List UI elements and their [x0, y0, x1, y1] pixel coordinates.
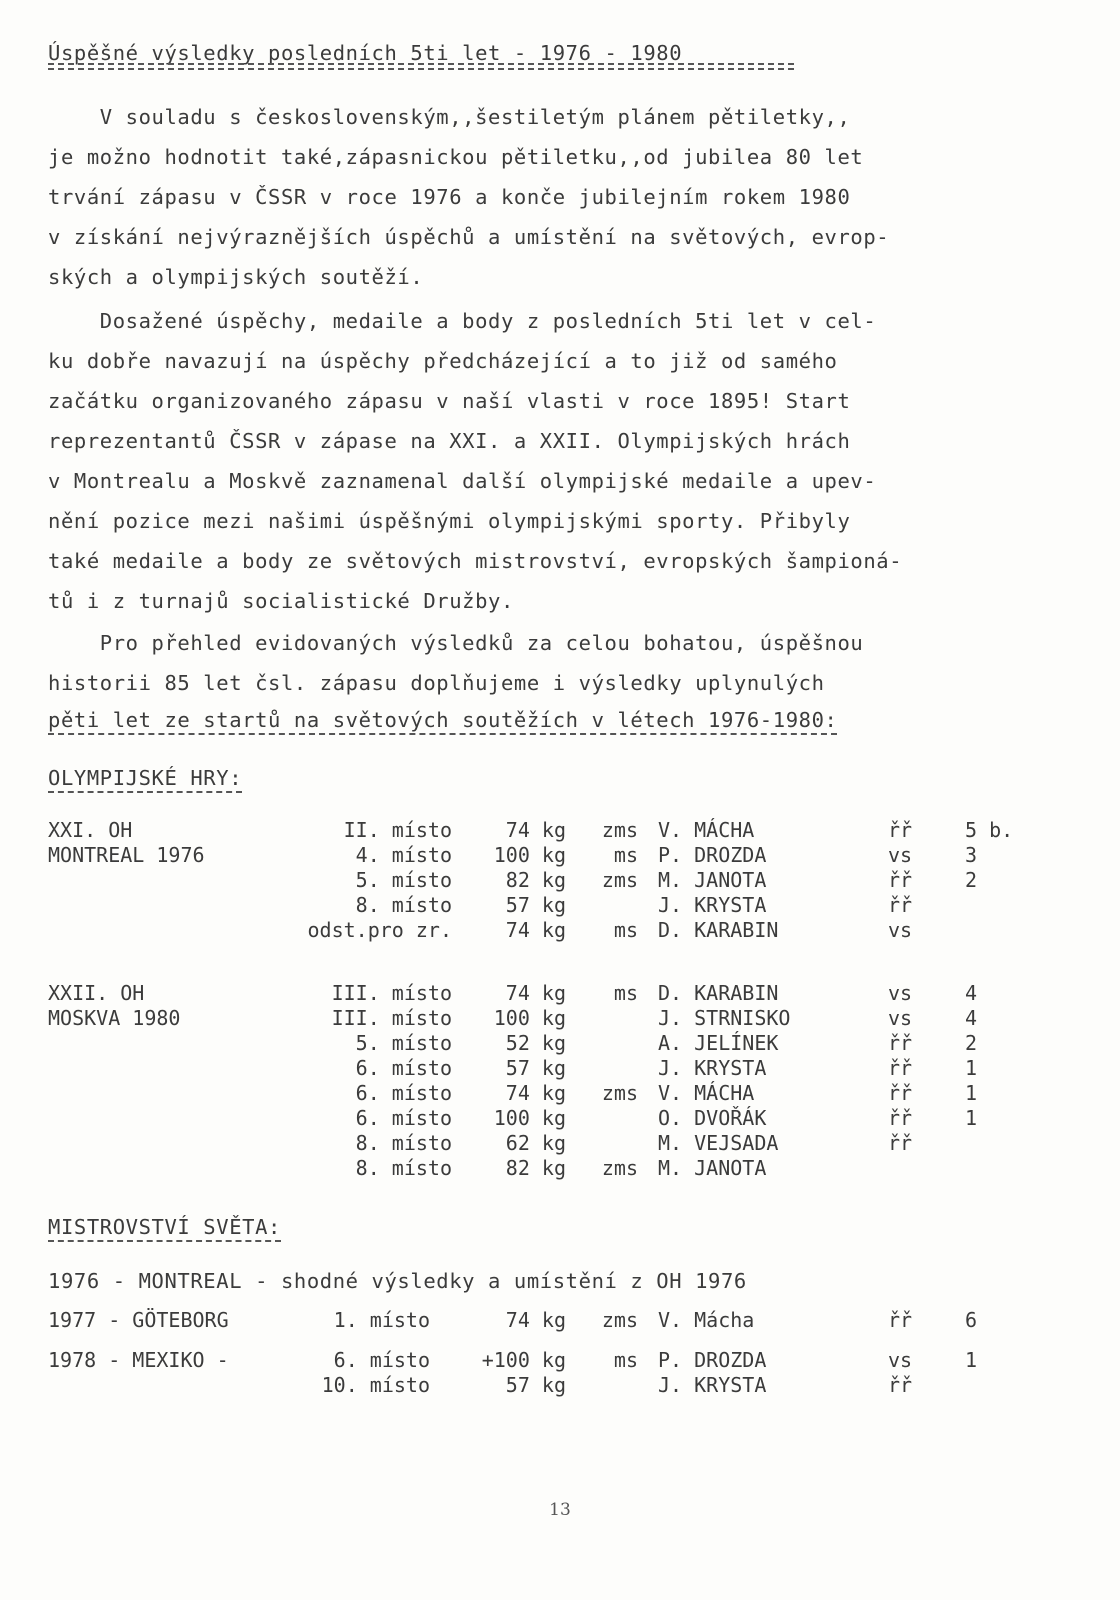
- weight-class: 57 kg: [505, 1056, 566, 1080]
- sport-title: ms: [613, 918, 638, 942]
- athlete-name: P. DROZDA: [658, 1348, 767, 1372]
- text-line: trvání zápasu v ČSSR v roce 1976 a konče jubilejním rokem 1980: [48, 185, 851, 209]
- club-code: řř: [888, 1106, 913, 1130]
- athlete-name: A. JELÍNEK: [658, 1031, 779, 1055]
- event-name: 1978 - MEXIKO -: [48, 1348, 229, 1372]
- club-code: řř: [888, 1131, 913, 1155]
- points: 1: [965, 1081, 978, 1105]
- points: 5 b.: [965, 818, 1014, 842]
- result-row: [0, 1308, 1120, 1333]
- athlete-name: V. MÁCHA: [658, 818, 755, 842]
- weight-class: 74 kg: [505, 981, 566, 1005]
- event-name: MONTREAL 1976: [48, 843, 205, 867]
- club-code: řř: [888, 1031, 913, 1055]
- weight-class: 82 kg: [505, 1156, 566, 1180]
- points: 1: [965, 1348, 978, 1372]
- placement: 6. místo: [355, 1106, 452, 1130]
- text-line: začátku organizovaného zápasu v naší vlasti v roce 1895! Start: [48, 389, 851, 413]
- result-row: [0, 843, 1120, 868]
- club-code: vs: [888, 1348, 913, 1372]
- weight-class: 100 kg: [493, 1106, 566, 1130]
- placement: 5. místo: [355, 1031, 452, 1055]
- athlete-name: J. STRNISKO: [658, 1006, 791, 1030]
- text-line: také medaile a body ze světových mistrovství, evropských šampioná-: [48, 549, 903, 573]
- result-row: [0, 1031, 1120, 1056]
- sport-title: ms: [613, 843, 638, 867]
- event-name: XXII. OH: [48, 981, 145, 1005]
- title-rule: [48, 68, 794, 72]
- result-row: [0, 1106, 1120, 1131]
- club-code: vs: [888, 981, 913, 1005]
- world-championship-heading: MISTROVSTVÍ SVĚTA:: [48, 1215, 281, 1242]
- sport-title: zms: [601, 1308, 638, 1332]
- world-1976-line: 1976 - MONTREAL - shodné výsledky a umístění z OH 1976: [48, 1269, 747, 1293]
- result-row: [0, 918, 1120, 943]
- placement: 4. místo: [355, 843, 452, 867]
- athlete-name: D. KARABIN: [658, 981, 779, 1005]
- club-code: vs: [888, 918, 913, 942]
- placement: 10. místo: [321, 1373, 430, 1397]
- athlete-name: V. MÁCHA: [658, 1081, 755, 1105]
- text-line: nění pozice mezi našimi úspěšnými olympijskými sporty. Přibyly: [48, 509, 851, 533]
- placement: 6. místo: [355, 1056, 452, 1080]
- page-title: Úspěšné výsledky posledních 5ti let - 1976 - 1980: [48, 41, 683, 65]
- placement: 8. místo: [355, 893, 452, 917]
- placement: 5. místo: [355, 868, 452, 892]
- club-code: řř: [888, 893, 913, 917]
- placement: 8. místo: [355, 1131, 452, 1155]
- weight-class: 74 kg: [505, 1081, 566, 1105]
- sport-title: ms: [613, 981, 638, 1005]
- points: 1: [965, 1106, 978, 1130]
- sport-title: ms: [613, 1348, 638, 1372]
- placement: III. místo: [331, 1006, 452, 1030]
- athlete-name: O. DVOŘÁK: [658, 1106, 767, 1130]
- athlete-name: J. KRYSTA: [658, 1373, 767, 1397]
- result-row: [0, 1131, 1120, 1156]
- athlete-name: D. KARABIN: [658, 918, 779, 942]
- result-row: [0, 1373, 1120, 1398]
- points: 2: [965, 1031, 978, 1055]
- intro-paragraph: [48, 97, 1078, 297]
- club-code: řř: [888, 818, 913, 842]
- placement: II. místo: [343, 818, 452, 842]
- page-number: 13: [549, 1500, 571, 1520]
- event-name: XXI. OH: [48, 818, 133, 842]
- weight-class: 74 kg: [505, 918, 566, 942]
- result-row: [0, 1081, 1120, 1106]
- athlete-name: J. KRYSTA: [658, 1056, 767, 1080]
- placement: 6. místo: [355, 1081, 452, 1105]
- text-line: ku dobře navazují na úspěchy předcházející a to již od samého: [48, 349, 838, 373]
- title-rule: [48, 63, 794, 67]
- text-line: v získání nejvýraznějších úspěchů a umístění na světových, evrop-: [48, 225, 890, 249]
- result-row: [0, 818, 1120, 843]
- text-line: je možno hodnotit také,zápasnickou pětiletku,,od jubilea 80 let: [48, 145, 864, 169]
- sport-title: zms: [601, 818, 638, 842]
- event-name: 1977 - GÖTEBORG: [48, 1308, 229, 1332]
- text-line: V souladu s československým,,šestiletým plánem pětiletky,,: [48, 105, 851, 129]
- points: 3: [965, 843, 978, 867]
- points: 6: [965, 1308, 978, 1332]
- club-code: řř: [888, 868, 913, 892]
- result-row: [0, 1348, 1120, 1373]
- placement: 6. místo: [333, 1348, 430, 1372]
- placement: 8. místo: [355, 1156, 452, 1180]
- result-row: [0, 981, 1120, 1006]
- club-code: řř: [888, 1373, 913, 1397]
- athlete-name: M. JANOTA: [658, 1156, 767, 1180]
- text-line: reprezentantů ČSSR v zápase na XXI. a XXII. Olympijských hrách: [48, 429, 851, 453]
- result-row: [0, 1156, 1120, 1181]
- text-line: historii 85 let čsl. zápasu doplňujeme i výsledky uplynulých: [48, 671, 825, 695]
- club-code: řř: [888, 1081, 913, 1105]
- text-line: Pro přehled evidovaných výsledků za celou bohatou, úspěšnou: [48, 631, 864, 655]
- text-line: Dosažené úspěchy, medaile a body z posledních 5ti let v cel-: [48, 309, 877, 333]
- text-line: v Montrealu a Moskvě zaznamenal další olympijské medaile a upev-: [48, 469, 877, 493]
- text-line: ských a olympijských soutěží.: [48, 265, 424, 289]
- text-line: tů i z turnajů socialistické Družby.: [48, 589, 514, 613]
- points: 4: [965, 1006, 978, 1030]
- event-name: MOSKVA 1980: [48, 1006, 181, 1030]
- placement: III. místo: [331, 981, 452, 1005]
- points: 4: [965, 981, 978, 1005]
- result-row: [0, 1056, 1120, 1081]
- athlete-name: V. Mácha: [658, 1308, 755, 1332]
- club-code: vs: [888, 843, 913, 867]
- points: 2: [965, 868, 978, 892]
- club-code: vs: [888, 1006, 913, 1030]
- weight-class: +100 kg: [481, 1348, 566, 1372]
- club-code: řř: [888, 1308, 913, 1332]
- placement: odst.pro zr.: [307, 918, 452, 942]
- weight-class: 100 kg: [493, 1006, 566, 1030]
- overview-paragraph: [48, 623, 1078, 703]
- weight-class: 100 kg: [493, 843, 566, 867]
- weight-class: 52 kg: [505, 1031, 566, 1055]
- result-row: [0, 868, 1120, 893]
- result-row: [0, 1006, 1120, 1031]
- placement: 1. místo: [333, 1308, 430, 1332]
- weight-class: 82 kg: [505, 868, 566, 892]
- overview-underlined-line: pěti let ze startů na světových soutěžích v létech 1976-1980:: [48, 708, 837, 735]
- club-code: řř: [888, 1056, 913, 1080]
- weight-class: 57 kg: [505, 1373, 566, 1397]
- sport-title: zms: [601, 868, 638, 892]
- points: 1: [965, 1056, 978, 1080]
- athlete-name: M. VEJSADA: [658, 1131, 779, 1155]
- achievements-paragraph: [48, 301, 1078, 621]
- sport-title: zms: [601, 1081, 638, 1105]
- sport-title: zms: [601, 1156, 638, 1180]
- result-row: [0, 893, 1120, 918]
- athlete-name: P. DROZDA: [658, 843, 767, 867]
- athlete-name: J. KRYSTA: [658, 893, 767, 917]
- athlete-name: M. JANOTA: [658, 868, 767, 892]
- weight-class: 74 kg: [505, 1308, 566, 1332]
- weight-class: 57 kg: [505, 893, 566, 917]
- weight-class: 74 kg: [505, 818, 566, 842]
- weight-class: 62 kg: [505, 1131, 566, 1155]
- olympic-heading: OLYMPIJSKÉ HRY:: [48, 766, 242, 793]
